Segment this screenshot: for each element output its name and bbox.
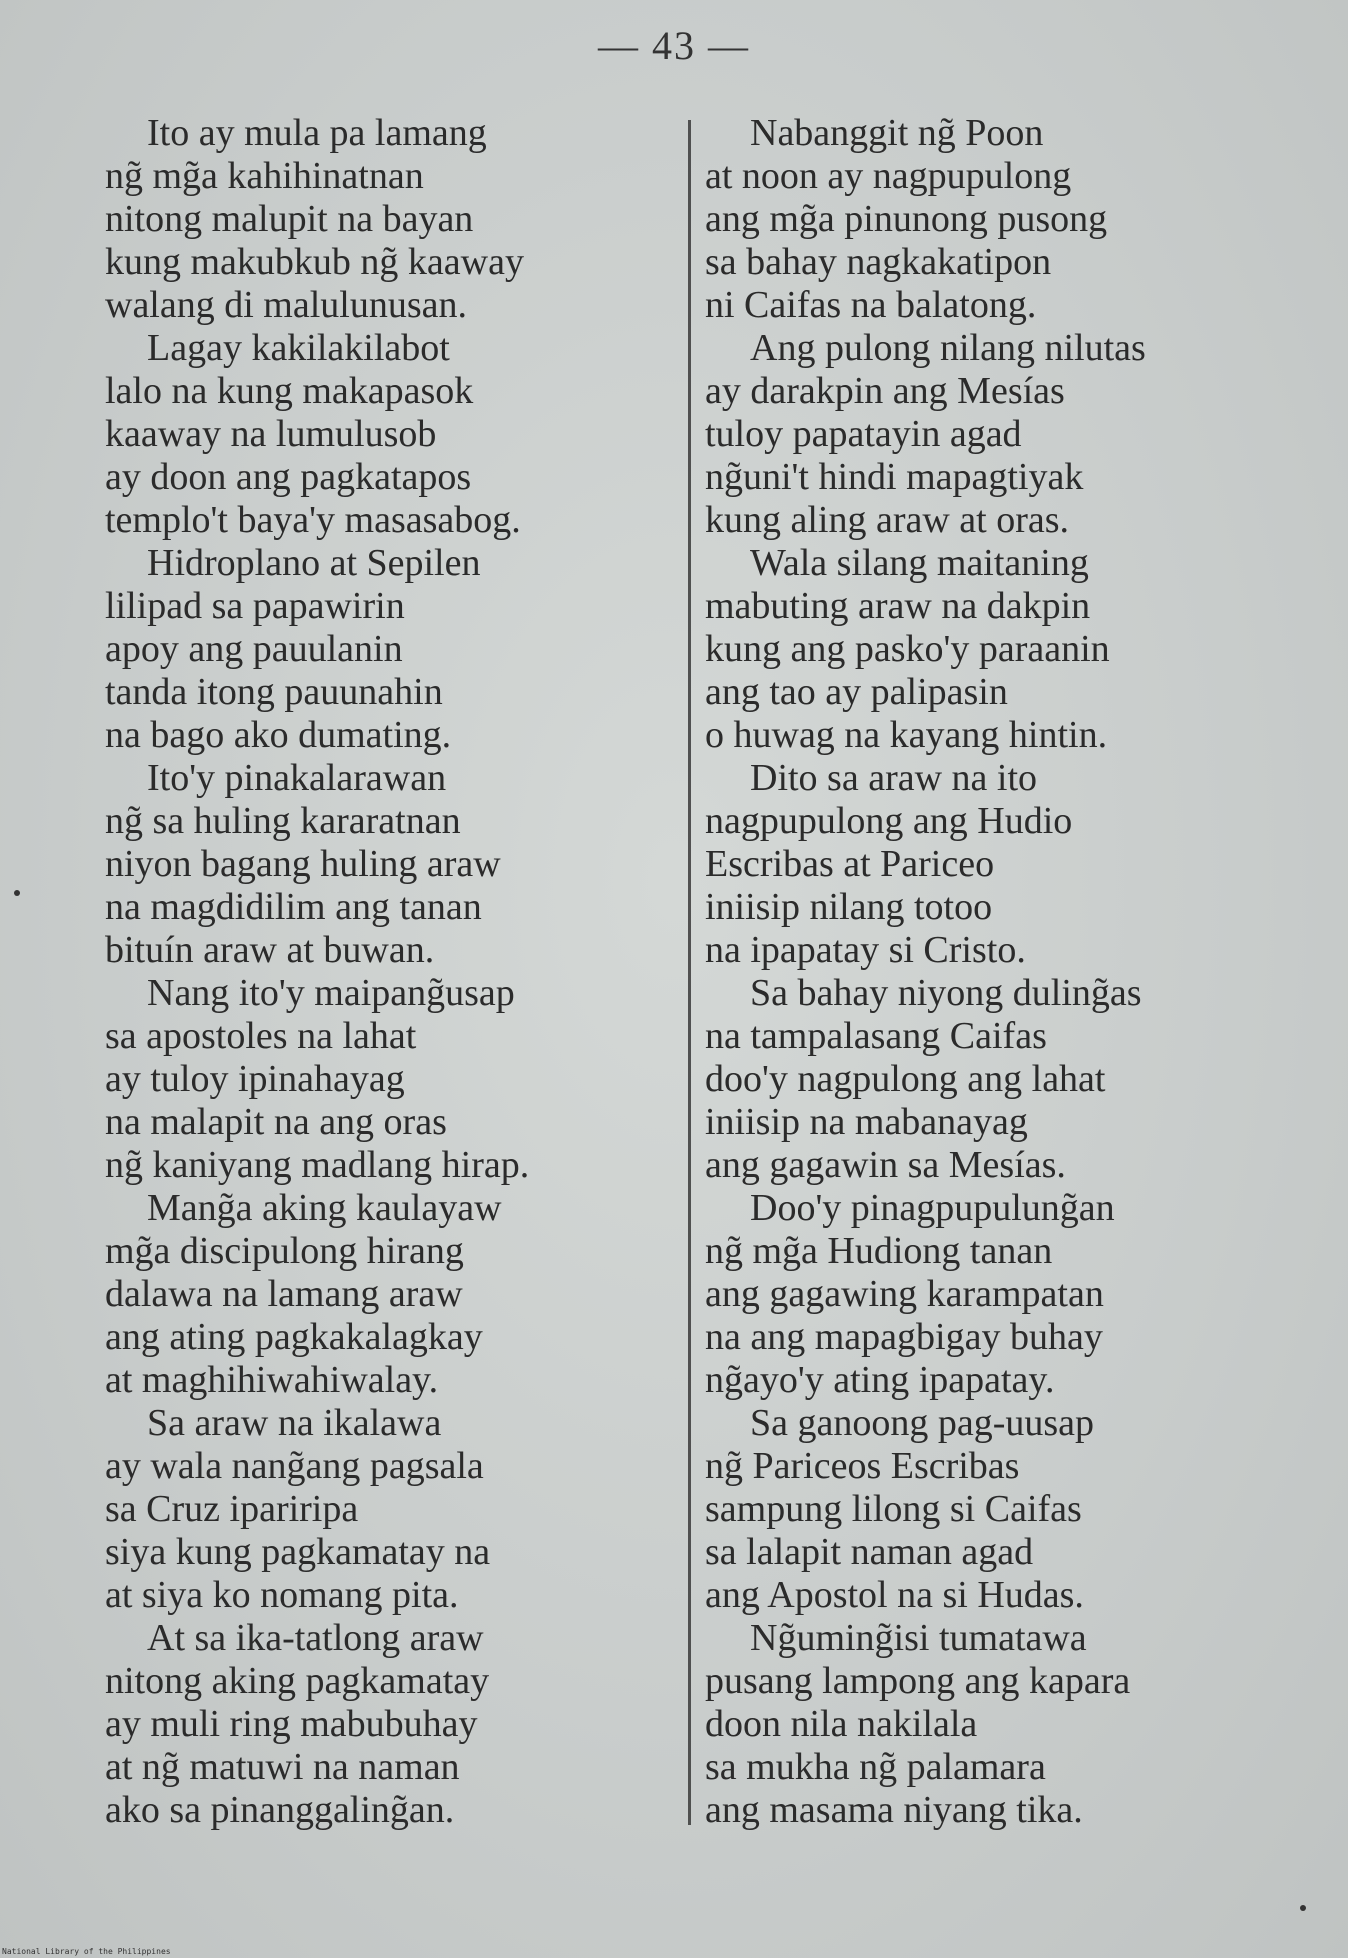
stanza: [105, 112, 675, 327]
stanza: [105, 972, 675, 1187]
stanza: [105, 757, 675, 972]
verse-line: doo'y nagpulong ang lahat: [705, 1058, 1106, 1100]
verse-line: pusang lampong ang kapara: [705, 1660, 1131, 1702]
verse-line: na tampalasang Caifas: [705, 1015, 1047, 1057]
verse-line: ang gagawin sa Mesías.: [705, 1144, 1066, 1186]
verse-line: na ipapatay si Cristo.: [705, 929, 1026, 971]
verse-line: na bago ako dumating.: [105, 714, 452, 756]
verse-line: ay darakpin ang Mesías: [705, 370, 1065, 412]
verse-line: kung ang pasko'y paraanin: [705, 628, 1110, 670]
verse-line: at ng̃ matuwi na naman: [105, 1746, 460, 1788]
verse-line: at maghihiwahiwalay.: [105, 1359, 439, 1401]
library-footer: National Library of the Philippines: [2, 1947, 171, 1956]
verse-line: mg̃a discipulong hirang: [105, 1230, 464, 1272]
verse-line: Ito ay mula pa lamang: [147, 112, 487, 154]
stanza: [705, 1402, 1305, 1617]
verse-line: iniisip na mabanayag: [705, 1101, 1028, 1143]
verse-line: Nabanggit ng̃ Poon: [750, 112, 1044, 154]
verse-line: Dito sa araw na ito: [750, 757, 1038, 799]
verse-line: apoy ang pauulanin: [105, 628, 403, 670]
verse-line: Ang pulong nilang nilutas: [750, 327, 1146, 369]
verse-line: tanda itong pauunahin: [105, 671, 443, 713]
page-number: — 43 —: [598, 23, 750, 68]
verse-line: ay wala nang̃ang pagsala: [105, 1445, 484, 1487]
verse-line: lilipad sa papawirin: [105, 585, 405, 627]
verse-line: ay muli ring mabubuhay: [105, 1703, 478, 1745]
stanza: [105, 542, 675, 757]
verse-line: nagpupulong ang Hudio: [705, 800, 1073, 842]
stanza: [705, 112, 1305, 327]
verse-line: na ang mapagbigay buhay: [705, 1316, 1103, 1358]
verse-line: ng̃ mg̃a kahihinatnan: [105, 155, 424, 197]
verse-line: doon nila nakilala: [705, 1703, 978, 1745]
verse-line: Mang̃a aking kaulayaw: [147, 1187, 502, 1229]
verse-line: Escribas at Pariceo: [705, 843, 995, 885]
stanza: [705, 327, 1305, 542]
stanza: [105, 1187, 675, 1402]
verse-line: ng̃ Pariceos Escribas: [705, 1445, 1020, 1487]
verse-line: o huwag na kayang hintin.: [705, 714, 1108, 756]
verse-line: kaaway na lumulusob: [105, 413, 437, 455]
verse-line: iniisip nilang totoo: [705, 886, 993, 928]
verse-line: ang mg̃a pinunong pusong: [705, 198, 1108, 240]
verse-line: kung makubkub ng̃ kaaway: [105, 241, 524, 283]
verse-line: sa lalapit naman agad: [705, 1531, 1034, 1573]
stanza: [705, 757, 1305, 972]
verse-line: sampung lilong si Caifas: [705, 1488, 1082, 1530]
stanza: [105, 327, 675, 542]
stanza: [705, 1187, 1305, 1402]
stanza: [705, 542, 1305, 757]
verse-line: na magdidilim ang tanan: [105, 886, 482, 928]
stanza: [705, 972, 1305, 1187]
verse-line: Sa bahay niyong duling̃as: [750, 972, 1142, 1014]
verse-line: Sa araw na ikalawa: [147, 1402, 442, 1444]
right-column: [705, 112, 1305, 1832]
verse-line: na malapit na ang oras: [105, 1101, 447, 1143]
column-divider: [688, 120, 691, 1825]
verse-line: nitong malupit na bayan: [105, 198, 474, 240]
verse-line: kung aling araw at oras.: [705, 499, 1070, 541]
verse-line: sa Cruz ipariripa: [105, 1488, 359, 1530]
verse-line: at noon ay nagpupulong: [705, 155, 1072, 197]
verse-line: ang Apostol na si Hudas.: [705, 1574, 1084, 1616]
verse-line: ni Caifas na balatong.: [705, 284, 1037, 326]
verse-line: templo't baya'y masasabog.: [105, 499, 521, 541]
verse-line: ang masama niyang tika.: [705, 1789, 1083, 1831]
verse-line: sa apostoles na lahat: [105, 1015, 417, 1057]
ink-speck: [1300, 1905, 1306, 1911]
verse-line: Ito'y pinakalarawan: [147, 757, 447, 799]
verse-line: Ng̃uming̃isi tumatawa: [750, 1617, 1087, 1659]
verse-line: Sa ganoong pag-uusap: [750, 1402, 1095, 1444]
verse-line: sa bahay nagkakatipon: [705, 241, 1052, 283]
verse-line: siya kung pagkamatay na: [105, 1531, 491, 1573]
verse-line: ay doon ang pagkatapos: [105, 456, 472, 498]
verse-line: ang ating pagkakalagkay: [105, 1316, 483, 1358]
verse-line: nitong aking pagkamatay: [105, 1660, 490, 1702]
verse-line: lalo na kung makapasok: [105, 370, 474, 412]
verse-line: ng̃ mg̃a Hudiong tanan: [705, 1230, 1053, 1272]
verse-line: sa mukha ng̃ palamara: [705, 1746, 1046, 1788]
verse-line: ng̃ sa huling kararatnan: [105, 800, 461, 842]
stanza: [705, 1617, 1305, 1832]
verse-line: Nang ito'y maipang̃usap: [147, 972, 515, 1014]
verse-line: ako sa pinanggaling̃an.: [105, 1789, 455, 1831]
stanza: [105, 1402, 675, 1617]
verse-line: ng̃uni't hindi mapagtiyak: [705, 456, 1084, 498]
verse-line: tuloy papatayin agad: [705, 413, 1022, 455]
verse-line: bituín araw at buwan.: [105, 929, 435, 971]
verse-line: mabuting araw na dakpin: [705, 585, 1091, 627]
ink-speck: [14, 890, 20, 896]
verse-line: at siya ko nomang pita.: [105, 1574, 459, 1616]
verse-line: ang tao ay palipasin: [705, 671, 1008, 713]
verse-line: Hidroplano at Sepilen: [147, 542, 481, 584]
verse-line: ng̃ayo'y ating ipapatay.: [705, 1359, 1055, 1401]
verse-line: ang gagawing karampatan: [705, 1273, 1104, 1315]
left-column: [105, 112, 675, 1832]
verse-line: niyon bagang huling araw: [105, 843, 501, 885]
verse-line: At sa ika-tatlong araw: [147, 1617, 484, 1659]
verse-line: Doo'y pinagpupulung̃an: [750, 1187, 1115, 1229]
verse-line: ay tuloy ipinahayag: [105, 1058, 405, 1100]
verse-line: dalawa na lamang araw: [105, 1273, 463, 1315]
verse-line: Wala silang maitaning: [750, 542, 1089, 584]
verse-line: walang di malulunusan.: [105, 284, 467, 326]
verse-line: ng̃ kaniyang madlang hirap.: [105, 1144, 530, 1186]
stanza: [105, 1617, 675, 1832]
verse-line: Lagay kakilakilabot: [147, 327, 450, 369]
